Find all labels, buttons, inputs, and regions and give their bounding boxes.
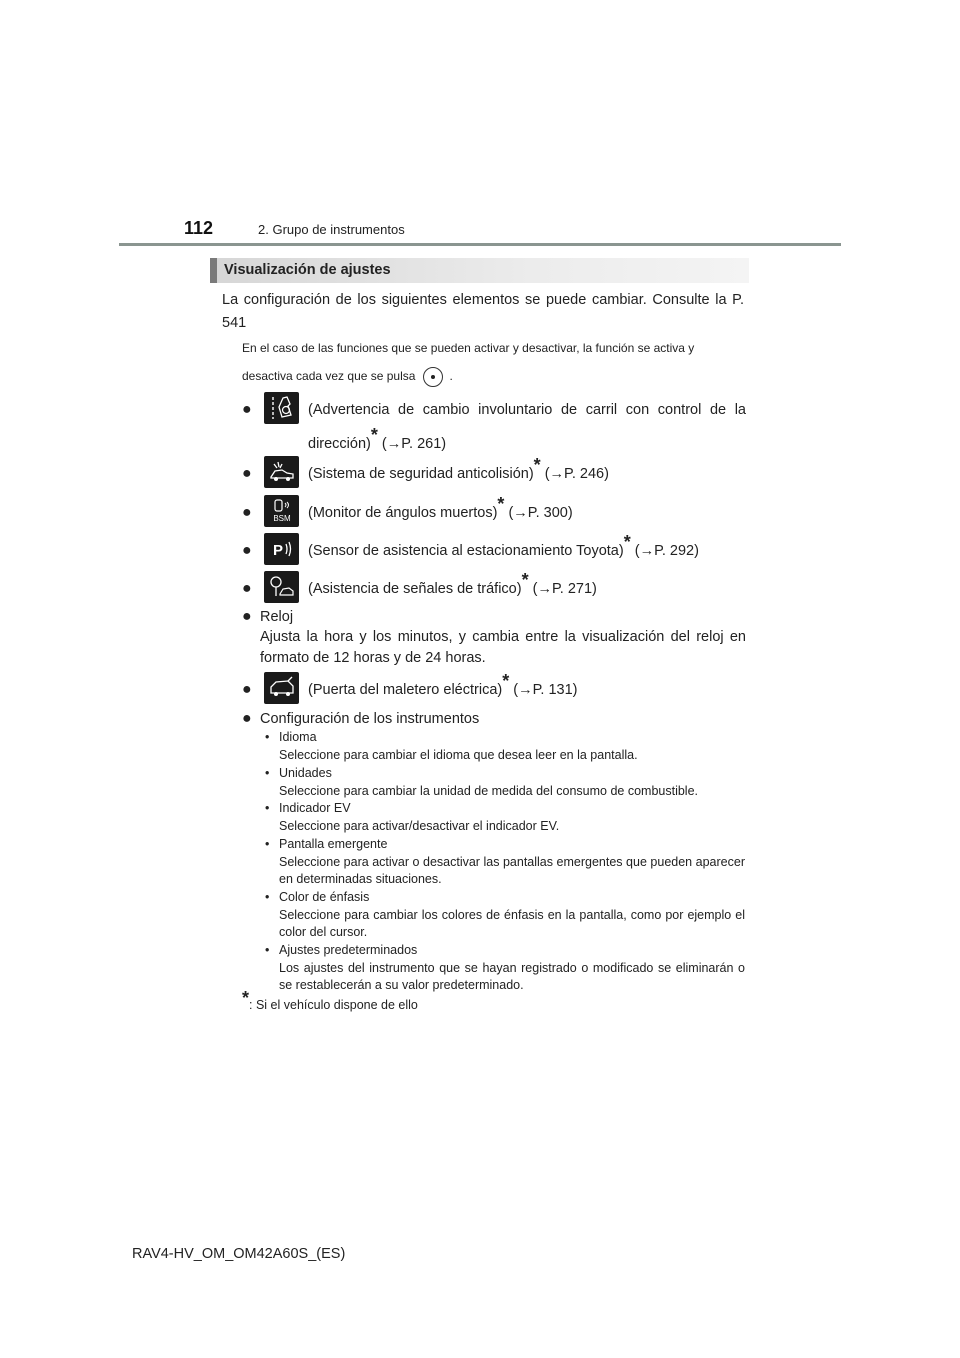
road-sign-assist-icon [264, 571, 299, 603]
sub-item-description: Seleccione para cambiar la unidad de medida del consumo de combustible. [279, 783, 699, 798]
chapter-title: 2. Grupo de instrumentos [258, 222, 405, 237]
item-text: (Asistencia de señales de tráfico)* (→P. 271) [308, 570, 597, 597]
sub-item-description: Los ajustes del instrumento que se hayan registrado o modificado se eliminarán o se restablecerán a su valor predeterminado. [279, 960, 745, 993]
note-text: En el caso de las funciones que se pueden activar y desactivar, la función se activa y desactiva cada vez que se pulsa [242, 341, 695, 383]
svg-text:P: P [272, 542, 283, 559]
footnote-asterisk: * [242, 988, 250, 1008]
footnote [242, 988, 418, 1013]
sub-item-description: Seleccione para cambiar los colores de énfasis en la pantalla, como por ejemplo el color del cursor. [279, 907, 745, 940]
bullet: ● [242, 608, 252, 625]
bullet: ● [242, 542, 252, 559]
bullet: ● [242, 710, 252, 727]
bullet: ● [242, 504, 252, 521]
sub-item-description: Seleccione para activar o desactivar las pantallas emergentes que pueden aparecer en determinadas situaciones. [279, 854, 745, 887]
item-text: (Puerta del maletero eléctrica)* (→P. 131) [308, 671, 578, 698]
bullet: ● [242, 580, 252, 597]
pre-collision-icon [264, 456, 299, 488]
sub-item-description: Seleccione para cambiar el idioma que desea leer en la pantalla. [279, 747, 638, 762]
item-text: (Sensor de asistencia al estacionamiento Toyota)* (→P. 292) [308, 532, 699, 559]
header-divider [119, 243, 841, 246]
meter-settings-title: Configuración de los instrumentos [260, 711, 480, 727]
sub-item-title: Idioma [279, 730, 317, 744]
page-number: 112 [184, 218, 214, 238]
lane-departure-icon [264, 392, 299, 424]
bullet: ● [242, 465, 252, 482]
section-title: Visualización de ajustes [224, 262, 391, 278]
note-end: . [449, 369, 453, 383]
item-text: (Advertencia de cambio involuntario de carril con control de la dirección)* (→P. 261) [308, 402, 746, 452]
clock-description: Ajusta la hora y los minutos, y cambia entre la visualización del reloj en formato de 12 horas y de 24 horas. [260, 629, 746, 666]
parking-sensor-icon [264, 533, 299, 565]
sub-item-description: Seleccione para activar/desactivar el indicador EV. [279, 818, 560, 833]
note-paragraph [242, 334, 744, 390]
sub-item-title: Ajustes predeterminados [279, 943, 418, 957]
sub-item-title: Color de énfasis [279, 890, 370, 904]
bullet: ● [242, 401, 252, 418]
bullet: ● [242, 681, 252, 698]
sub-item-title: Unidades [279, 766, 332, 780]
footnote-text: : Si el vehículo dispone de ello [249, 998, 418, 1013]
intro-paragraph: La configuración de los siguientes elementos se puede cambiar. Consulte la P. 541 [222, 292, 744, 331]
svg-text:BSM: BSM [272, 514, 291, 523]
model-code: RAV4-HV_OM_OM42A60S_(ES) [132, 1246, 346, 1262]
bsm-icon [264, 495, 299, 527]
item-text: (Monitor de ángulos muertos)* (→P. 300) [308, 494, 573, 521]
section-header [210, 258, 749, 283]
item-text: (Sistema de seguridad anticolisión)* (→P. 246) [308, 455, 609, 482]
ok-button-icon [423, 367, 443, 387]
power-back-door-icon [264, 672, 299, 704]
clock-title: Reloj [260, 609, 294, 625]
sub-item-title: Pantalla emergente [279, 837, 388, 851]
sub-item-title: Indicador EV [279, 801, 351, 815]
